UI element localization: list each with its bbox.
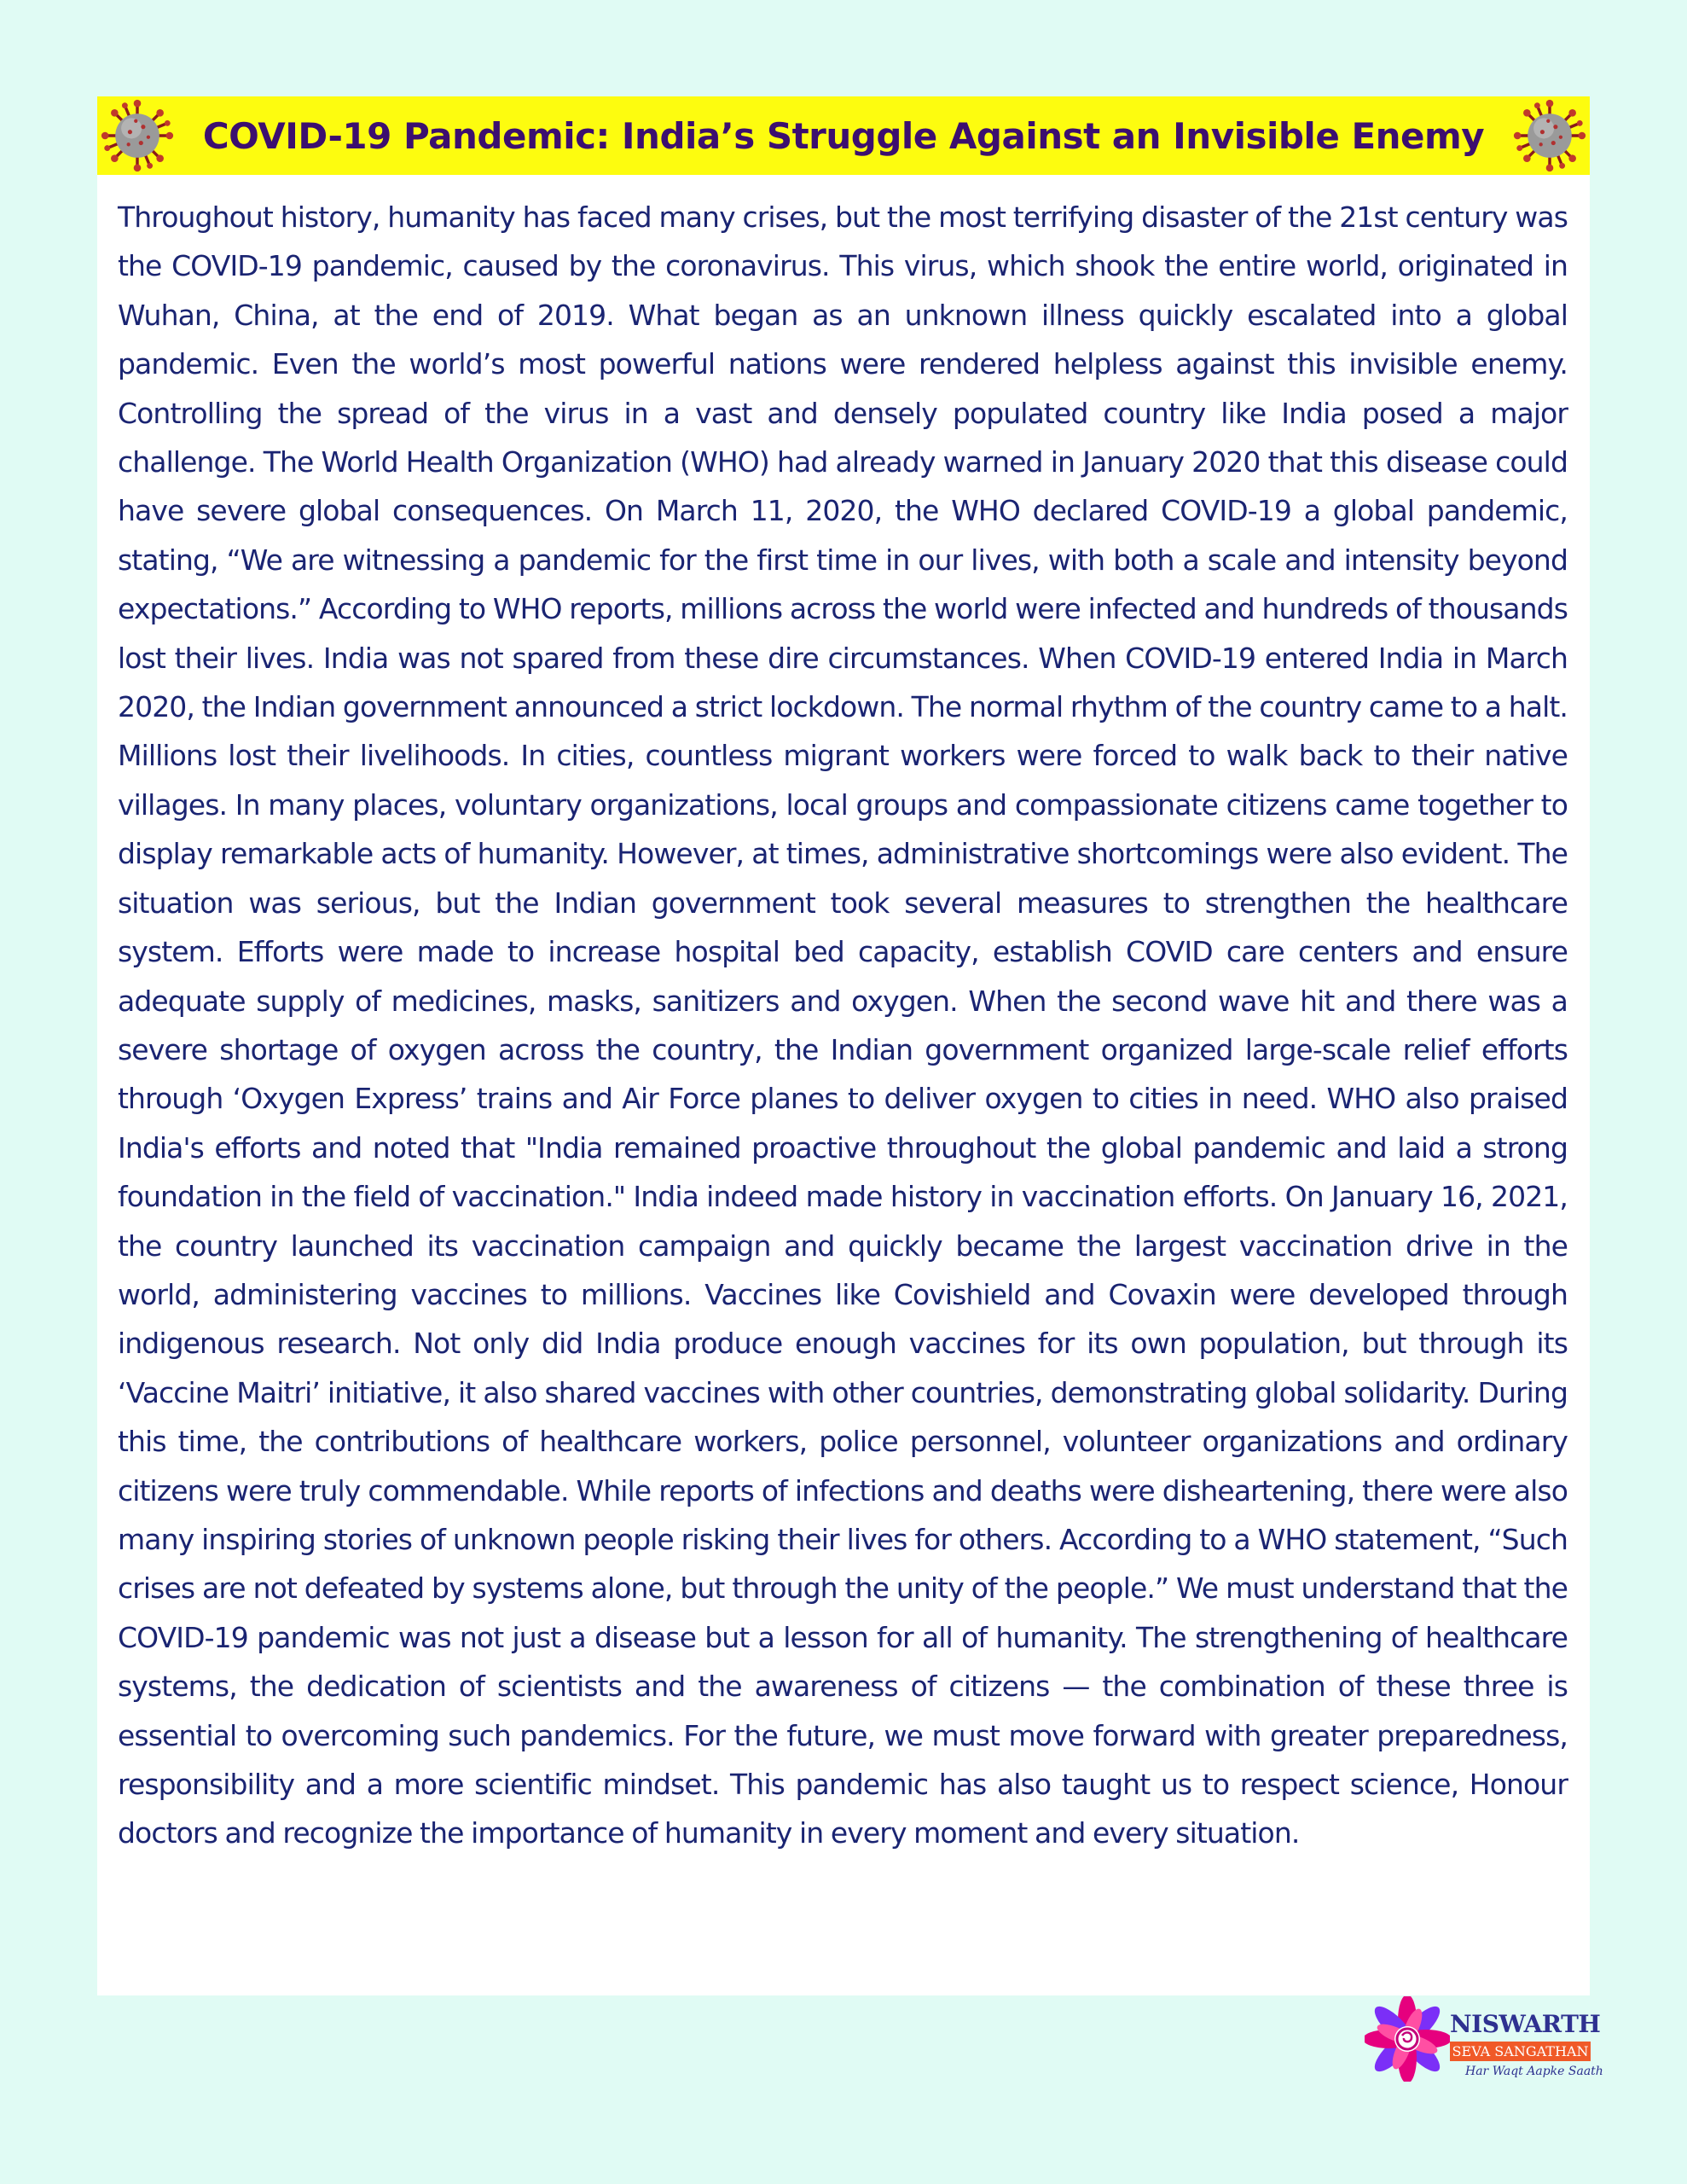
coronavirus-icon bbox=[1513, 99, 1586, 172]
logo-tagline: Har Waqt Aapke Saath bbox=[1465, 2065, 1603, 2078]
logo-name: NISWARTH bbox=[1450, 2010, 1601, 2038]
coronavirus-icon bbox=[101, 99, 174, 172]
organization-logo bbox=[1365, 1996, 1603, 2106]
page-title: COVID-19 Pandemic: India’s Struggle Against an Invisible Enemy bbox=[202, 114, 1485, 157]
lotus-logo-icon bbox=[1365, 1996, 1450, 2082]
article-body: Throughout history, humanity has faced many crises, but the most terrifying disaster of the 21st century was the COVID-19 pandemic, caused by the coronavirus. This virus, which shook the entire world, originated in Wuhan, China, at the end of 2019. What began as an unknown illness quickly escalated into a global pandemic. Even the world’s most powerful nations were rendered helpless against this invisible enemy. Controlling the spread of the virus in a vast and densely populated country like India posed a major challenge. The World Health Organization (WHO) had already warned in January 2020 that this disease could have severe global consequences. On March 11, 2020, the WHO declared COVID-19 a global pandemic, stating, “We are witnessing a pandemic for the first time in our lives, with both a scale and intensity beyond expectations.” According to WHO reports, millions across the world were infected and hundreds of thousands lost their lives. India was not spared from these dire circumstances. When COVID-19 entered India in March 2020, the Indian government announced a strict lockdown. The normal rhythm of the country came to a halt. Millions lost their livelihoods. In cities, countless migrant workers were forced to walk back to their native villages. In many places, voluntary organizations, local groups and compassionate citizens came together to display remarkable acts of humanity. However, at times, administrative shortcomings were also evident. The situation was serious, but the Indian government took several measures to strengthen the healthcare system. Efforts were made to increase hospital bed capacity, establish COVID care centers and ensure adequate supply of medicines, masks, sanitizers and oxygen. When the second wave hit and there was a severe shortage of oxygen across the country, the Indian government organized large-scale relief efforts through ‘Oxygen Express’ trains and Air Force planes to deliver oxygen to cities in need. WHO also praised India's efforts and noted that "India remained proactive throughout the global pandemic and laid a strong foundation in the field of vaccination." India indeed made history in vaccination efforts. On January 16, 2021, the country launched its vaccination campaign and quickly became the largest vaccination drive in the world, administering vaccines to millions. Vaccines like Covishield and Covaxin were developed through indigenous research. Not only did India produce enough vaccines for its own population, but through its ‘Vaccine Maitri’ initiative, it also shared vaccines with other countries, demonstrating global solidarity. During this time, the contributions of healthcare workers, police personnel, volunteer organizations and ordinary citizens were truly commendable. While reports of infections and deaths were disheartening, there were also many inspiring stories of unknown people risking their lives for others. According to a WHO statement, “Such crises are not defeated by systems alone, but through the unity of the people.” We must understand that the COVID-19 pandemic was not just a disease but a lesson for all of humanity. The strengthening of healthcare systems, the dedication of scientists and the awareness of citizens — the combination of these three is essential to overcoming such pandemics. For the future, we must move forward with greater preparedness, responsibility and a more scientific mindset. This pandemic has also taught us to respect science, Honour doctors and recognize the importance of humanity in every moment and every situation. bbox=[118, 200, 1568, 1850]
title-bar bbox=[97, 96, 1590, 175]
article-panel bbox=[97, 96, 1590, 1995]
logo-subtitle: SEVA SANGATHAN bbox=[1450, 2042, 1591, 2061]
